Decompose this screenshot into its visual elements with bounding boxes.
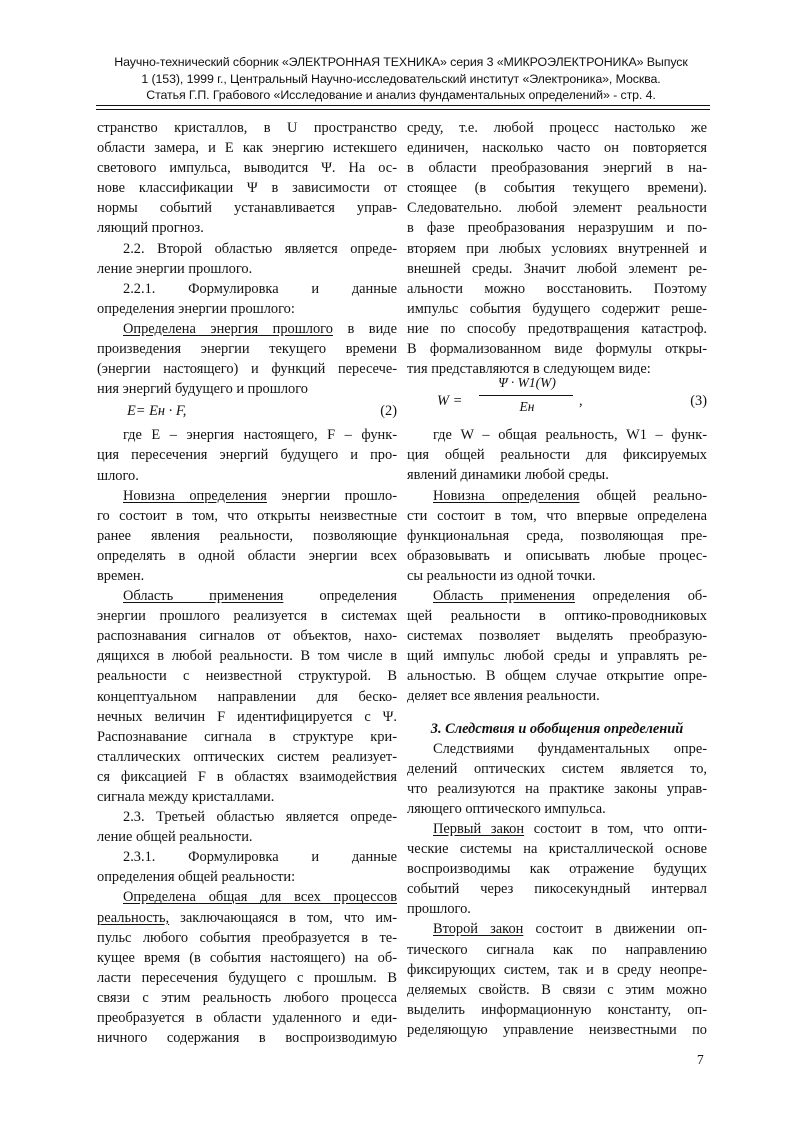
section-heading: 3. Следствия и обобщения определений [430,720,684,737]
text-line: сигнала между кристаллами. [97,789,275,805]
left-column [97,118,397,1048]
definition-term: Первый закон [433,821,525,837]
text-line: щий импульс любой среды и управлять ре- [407,648,707,665]
text-line: Распознавание сигнала в структуре кри- [97,728,397,745]
text-line [407,586,707,606]
header-line-1: Научно-технический сборник «ЭЛЕКТРОННАЯ ТЕХНИКА» серия 3 «МИКРОЭЛЕКТРОНИКА» Выпуск [114,55,688,69]
text-line: светового импульса, выводится Ψ. На ос- [97,160,397,177]
text-line: В формализованном виде формулы откры- [407,341,707,358]
text-line: пульс любого события преобразуется в те- [97,929,397,946]
text-line: ление энергии прошлого. [97,260,253,277]
text-line: ния энергий будущего и прошлого [97,381,308,398]
definition-term: Новизна определения [123,487,267,504]
text-line: щей реальности в оптико-проводниковых [407,608,707,625]
header-line-3: Статья Г.П. Грабового «Исследование и анализ фундаментальных определений» - стр. 4. [146,88,656,102]
text-line: вторяем при любых условиях внутренней и [407,240,707,257]
text-line: ция пересечения энергий будущего и про- [97,447,397,464]
running-header [92,54,710,104]
right-column [407,118,707,1040]
text-fragment: заключающаяся в том, что им- [169,909,397,926]
text-line: определения энергии прошлого: [97,300,295,317]
text-line: воспроизводимы как отражение будущих [407,861,707,878]
text-line: ся фиксацией F в областях взаимодействия [97,768,397,785]
text-line [407,919,707,939]
text-line: что реализуются на практике законы управ- [407,780,707,797]
header-rule-thick [96,105,710,106]
text-line: произведения энергии текущего времени [97,341,397,358]
header-line-2: 1 (153), 1999 г., Центральный Научно-исследовательский институт «Электроника», Москва. [141,71,661,86]
text-line: выделить информационную константу, оп- [407,1001,707,1018]
text-line: ляющего оптического импульса. [407,800,606,817]
text-line: функциональная среда, позволяющая пре- [407,527,707,544]
definition-term: Область применения [123,588,284,605]
text-line [407,819,707,839]
text-line: сы реальности из одной точки. [407,567,596,584]
fraction-denominator: Eн [519,399,535,415]
text-line: ранее явления реальности, позволяющие [97,527,397,544]
text-line: (энергии настоящего) и функций пересече- [97,361,397,378]
text-line: явлений динамики любой среды. [407,467,609,484]
text-line: области замера, и E как энергию истекшего [97,140,397,157]
text-line: концептуальном направлении для беско- [97,688,397,705]
text-line: альности можно восстановить. Поэтому [407,280,707,297]
text-line: событий через пикосекундный интервал [407,881,707,898]
text-line: 2.2.1. Формулировка и данные [123,280,397,297]
text-line: нормы событий устанавливается управ- [97,200,397,217]
text-line: шлого. [97,467,139,484]
formula-number: (3) [690,393,707,410]
text-line: где E – энергия настоящего, F – функ- [123,427,397,444]
text-fragment: состоит в движении оп- [523,921,707,938]
text-line: Следовательно. любой элемент реальности [407,200,707,217]
text-line: странство кристаллов, в U пространство [97,120,397,136]
text-line: кущее время (в события настоящего) на об- [97,949,397,966]
text-line: деляемых свойств. В связи с этим можно [407,981,707,998]
text-line: внешней среды. Значит любой элемент ре- [407,260,707,277]
text-line: дящихся в любой реальности. В том числе в [97,648,397,665]
text-line: Следствиями фундаментальных опре- [433,740,707,757]
text-line: определения общей реальности: [97,869,296,886]
text-fragment: определения об- [574,587,708,604]
text-line [97,586,397,606]
text-line: энергии прошлого реализуется в системах [97,608,397,625]
text-line [407,486,707,506]
text-line: связи с этим реальность любого процесса [97,989,397,1006]
text-line: фиксирующих систем, так и в среду неопре- [407,961,707,978]
definition-term: Новизна определения [433,487,580,504]
text-fragment: в виде [332,320,397,337]
text-line: образовывать и описывать любые процес- [407,547,707,564]
text-line: определять в одной области энергии всех [97,547,397,564]
formula-lhs: W = [437,393,463,410]
text-line: в области преобразования энергий в на- [407,160,707,177]
text-line: 2.3.1. Формулировка и данные [123,849,397,866]
text-line [97,486,397,506]
fraction [437,375,707,425]
text-fragment: определения [283,588,397,605]
text-line: нечных величин F идентифицируется с Ψ. [97,708,397,725]
text-line: сталлических оптических систем реализует- [97,748,397,765]
text-line [97,319,397,339]
text-fragment: энергии прошло- [266,487,398,504]
text-line: распознавания сигналов от объектов, нахо- [97,628,397,645]
text-line: сти состоит в том, что впервые определена [407,507,707,524]
fraction-bar [479,395,573,396]
text-line: го состоит в том, что открыты неизвестные [97,507,397,524]
formula-comma: , [579,393,583,410]
definition-term: Определена общая для всех процессов [123,889,397,906]
text-line: импульс события будущего содержит реше- [407,300,707,317]
formula-2 [97,399,397,425]
header-rule-thin [96,109,710,110]
definition-term: Определена энергия прошлого [123,320,333,337]
text-line: прошлого. [407,901,471,918]
text-line: 2.2. Второй областью является опреде- [123,240,397,257]
definition-term: реальность, [97,909,170,926]
text-line: среду, т.е. любой процесс настолько же [407,120,707,136]
formula-expression: E= Eн · F, [127,403,187,420]
text-line: ческие системы на кристаллической основе [407,841,707,858]
text-line: преобразуется в области удаленного и еди- [97,1010,397,1027]
fraction-numerator: Ψ · W1(W) [498,375,556,391]
text-line: альностью. В общем случае открытие опре- [407,668,707,685]
text-line: тического сигнала как по направлению [407,941,707,958]
text-line: делений оптических систем является то, [407,760,707,777]
text-line: нове классификации Ψ в зависимости от [97,180,397,197]
text-fragment: состоит в том, что опти- [524,821,707,837]
text-line: стоящее (в события текущего времени). [407,180,707,197]
formula-number: (2) [380,403,397,420]
text-line: 2.3. Третьей областью является опреде- [123,809,397,826]
definition-term: Область применения [433,587,575,604]
text-line: тия представляются в следующем виде: [407,361,651,378]
text-fragment: общей реально- [579,487,707,504]
text-line: единичен, насколько часто он повторяется [407,140,707,157]
text-line [97,908,397,928]
text-line: где W – общая реальность, W1 – функ- [433,427,707,444]
text-line: времен. [97,567,145,584]
text-line: ние по способу предотвращения катастроф. [407,320,707,337]
page-number: 7 [697,1052,704,1067]
text-line: реальности с неизвестной структурой. В [97,668,397,685]
formula-3 [407,375,707,425]
definition-term: Второй закон [433,921,524,938]
text-line: ция общей реальности для фиксируемых [407,447,707,464]
text-line: ление общей реальности. [97,829,253,846]
spacer [407,707,707,719]
text-line: деляет все явления реальности. [407,688,600,705]
text-line: ределяющую управление неизвестными по [407,1021,707,1038]
text-line: ласти пересечения будущего с прошлым. В [97,969,397,986]
text-line: ляющий прогноз. [97,220,204,237]
text-line: ничного содержания в воспроизводимую [97,1030,397,1047]
text-line: системах позволяет выделять преобразую- [407,628,707,645]
text-line: в фазе преобразования неразрушим и по- [407,220,707,237]
